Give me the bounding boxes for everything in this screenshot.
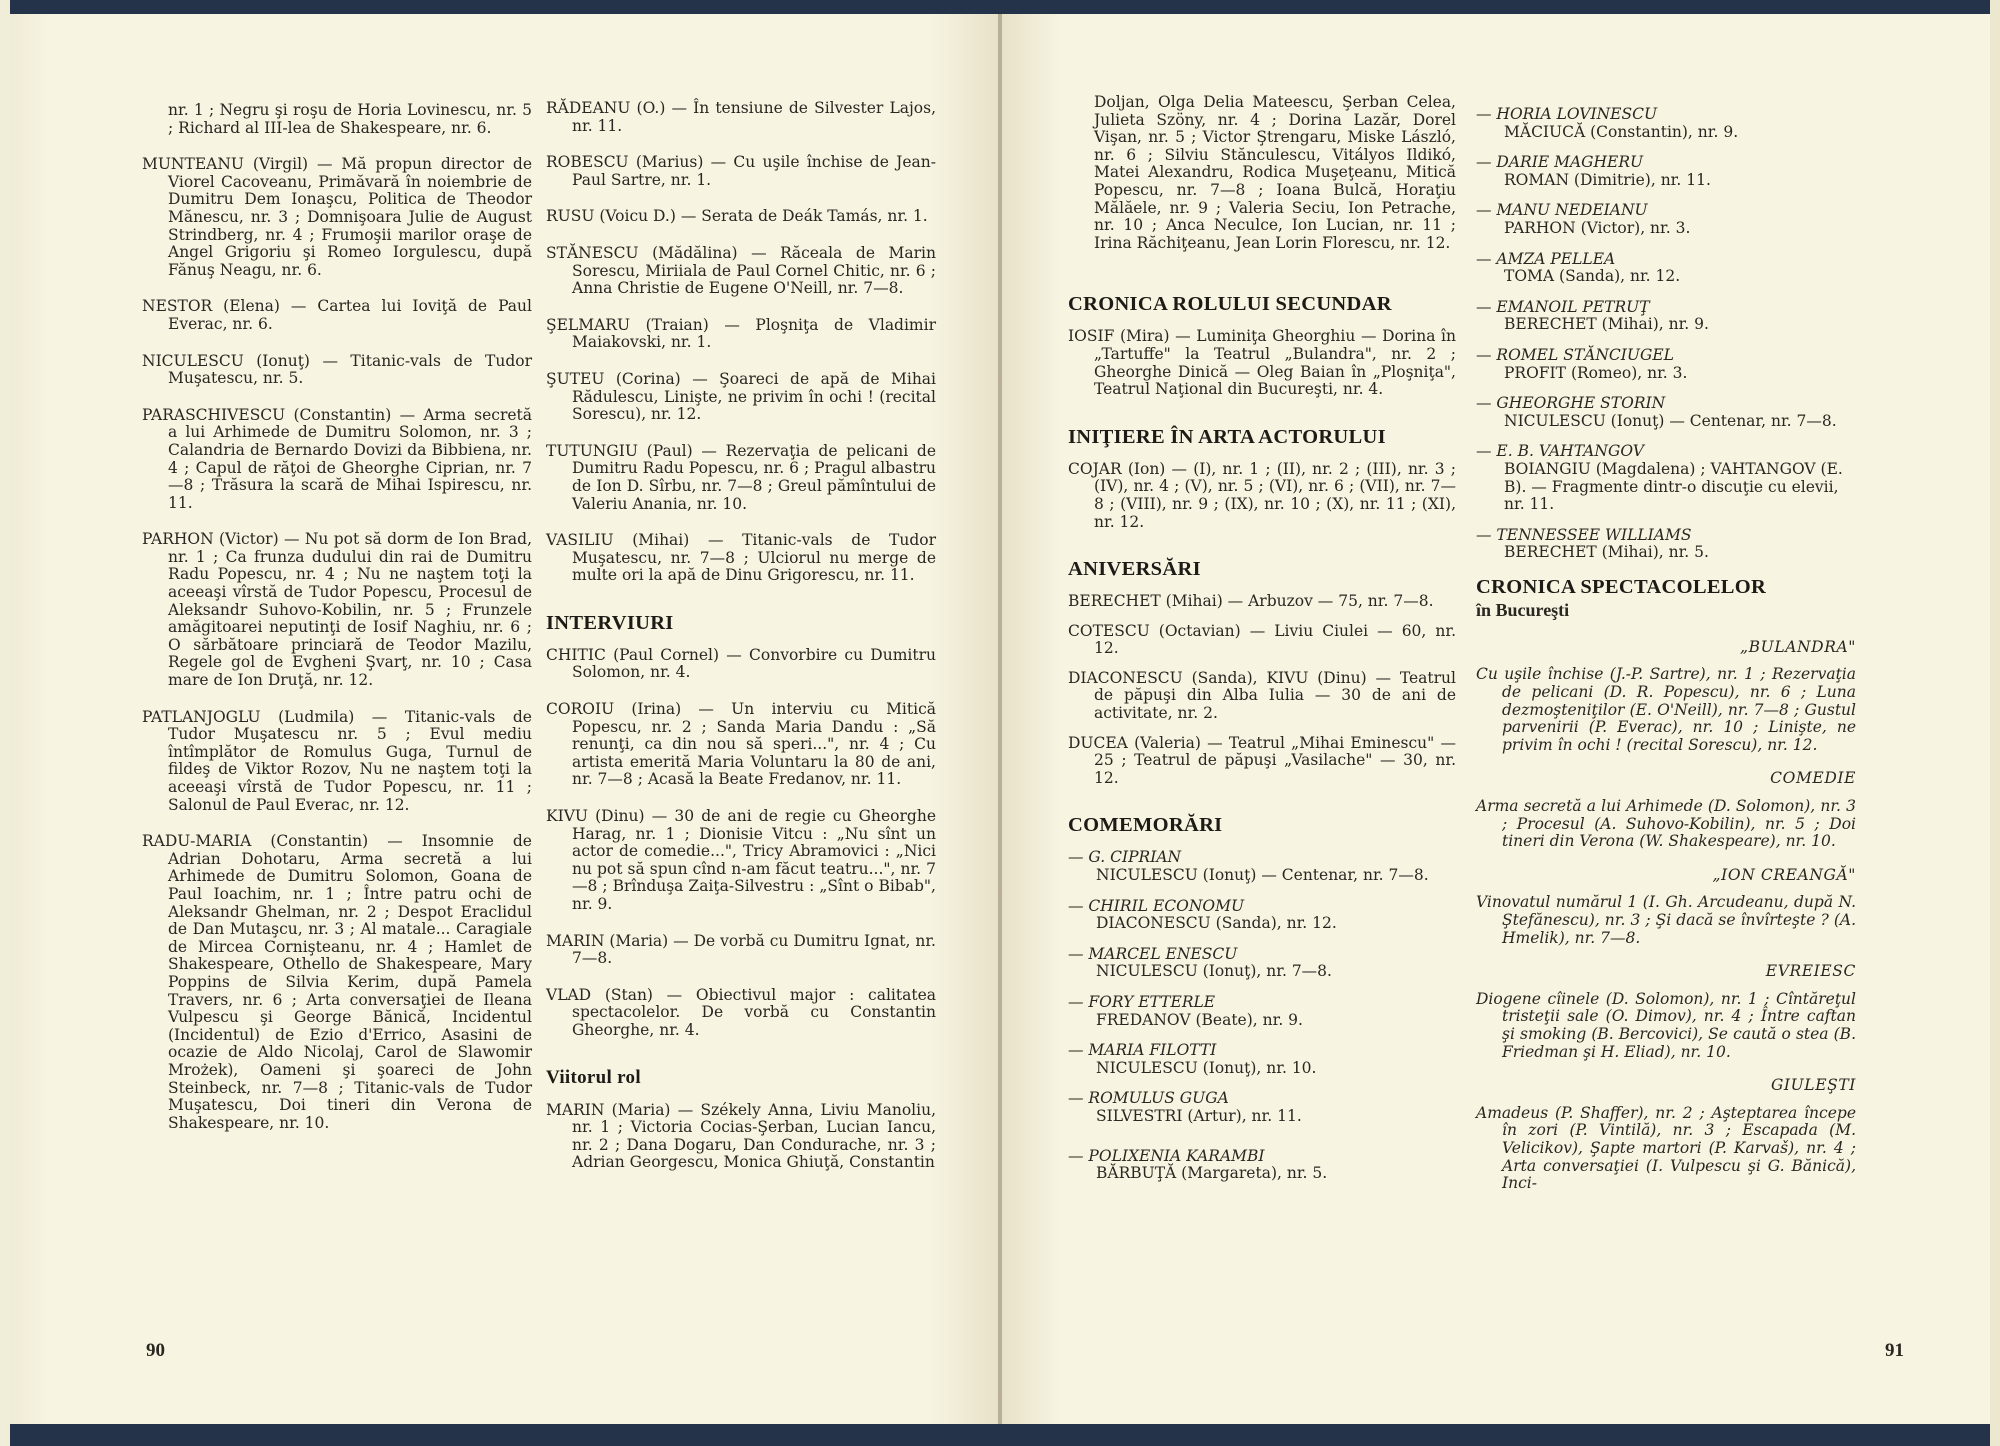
comemorare-desc: SILVESTRI (Artur), nr. 11. (1096, 1106, 1302, 1125)
book-edge-left (0, 0, 10, 1446)
section-heading-aniversari: ANIVERSĂRI (1068, 558, 1201, 581)
list-item: ŞELMARU (Traian) — Ploşniţa de Vladimir Maiakovski, nr. 1. (546, 315, 936, 352)
comemorare-name: — EMANOIL PETRUŢ (1476, 297, 1650, 316)
list-item: Doljan, Olga Delia Mateescu, Şerban Celea, Julieta Szöny, nr. 4 ; Dorina Lazăr, Dorel Vişan, nr. 5 ; Victor Ştrengaru, Miske László, nr. 6 ; Silviu Stănculescu, Vitályos Ildikó, Matei Alexandru, Rodica Muşeţeanu, Mitică Popescu, nr. 7—8 ; Ioana Bulcă, Horaţiu Mălăele, nr. 9 ; Valeria Seciu, Ion Petrache, nr. 10 ; Anca Neculce, Ion Lucian, nr. 11 ; Irina Răchiţeanu, Jean Lorin Florescu, nr. 12. (1094, 93, 1456, 252)
list-item (1068, 946, 1456, 981)
theatre-name: „ION CREANGĂ" (1712, 865, 1856, 884)
section-subheading-bucuresti: în Bucureşti (1476, 599, 1570, 620)
list-item (1068, 1042, 1456, 1077)
comemorare-name: — HORIA LOVINESCU (1476, 105, 1658, 123)
list-item: ROBESCU (Marius) — Cu uşile închise de Jean-Paul Sartre, nr. 1. (546, 153, 936, 189)
comemorare-desc: NICULESCU (Ionuţ), nr. 10. (1096, 1058, 1317, 1077)
comemorare-name: — GHEORGHE STORIN (1476, 394, 1666, 413)
list-item: NESTOR (Elena) — Cartea lui Ioviţă de Paul Everac, nr. 6. (142, 297, 532, 333)
list-item (1476, 527, 1856, 562)
section-heading-initiere: INIŢIERE ÎN ARTA ACTORULUI (1068, 425, 1386, 448)
list-item: VLAD (Stan) — Obiectivul major : calitatea spectacolelor. De vorbă cu Constantin Gheorghe, nr. 4. (546, 985, 936, 1039)
list-item (1068, 1090, 1456, 1125)
list-item (1068, 994, 1456, 1029)
section-heading-cronica-rolului: CRONICA ROLULUI SECUNDAR (1068, 293, 1392, 316)
list-item: Diogene cîinele (D. Solomon), nr. 1 ; Cîntăreţul tristeţii sale (O. Dimov), nr. 4 ; Între caftan şi smoking (B. Bercovici), Se caută o stea (B. Friedman şi H. Eliad), nr. 10. (1476, 989, 1856, 1061)
list-item: PARHON (Victor) — Nu pot să dorm de Ion Brad, nr. 1 ; Ca frunza dudului din rai de Dumitru Radu Popescu, nr. 4 ; Nu ne naştem toţi la aceeaşi vîrstă de Tudor Popescu, Procesul de Aleksandr Suhovo-Kobilin, nr. 5 ; Frunzele amăgitoarei neputinţi de Iosif Naghiu, nr. 6 ; O sărbătoare princiară de Teodor Mazilu, Regele gol de Evgheni Şvarţ, nr. 10 ; Casa mare de Ion Druţă, nr. 12. (142, 530, 532, 690)
list-item (1476, 443, 1856, 513)
list-item: COROIU (Irina) — Un interviu cu Mitică Popescu, nr. 2 ; Sanda Maria Dandu : „Să renunţi, ca din nou să speri...", nr. 4 ; Cu artista emerită Maria Voluntaru la 80 de ani, nr. 7—8 ; Acasă la Beate Fredanov, nr. 11. (546, 700, 936, 789)
list-item: NICULESCU (Ionuţ) — Titanic-vals de Tudor Muşatescu, nr. 5. (142, 351, 532, 388)
comemorare-desc: PARHON (Victor), nr. 3. (1504, 218, 1691, 237)
comemorare-desc: DIACONESCU (Sanda), nr. 12. (1096, 914, 1337, 933)
theatre-name: COMEDIE (1770, 769, 1856, 788)
list-item: RADU-MARIA (Constantin) — Insomnie de Adrian Dohotaru, Arma secretă a lui Arhimede de Dumitru Solomon, Goana de Paul Ioachim, nr. 1 ; Între patru ochi de Aleksandr Ghelman, nr. 2 ; Despot Eraclidul de Dan Mutaşcu, nr. 3 ; Al matale... Caragiale de Mircea Cornişteanu, nr. 4 ; Hamlet de Shakespeare, Othello de Shakespeare, Mary Poppins de Silvia Kerim, după Pamela Travers, nr. 6 ; Arta conversaţiei de Ileana Vulpescu şi George Bănică, Incidentul (Incidentul) de Ezio d'Errico, Asasini de ocazie de Aldo Nicolaj, Carol de Slawomir Mrożek), Oameni şi şoareci de John Steinbeck, nr. 7—8 ; Titanic-vals de Tudor Muşatescu, Doi tineri din Verona de Shakespeare, nr. 10. (142, 832, 532, 1132)
comemorare-name: — ROMULUS GUGA (1068, 1089, 1229, 1108)
comemorare-desc: BERECHET (Mihai), nr. 5. (1504, 543, 1709, 562)
list-item: COTESCU (Octavian) — Liviu Ciulei — 60, nr. 12. (1068, 621, 1456, 658)
list-item: COJAR (Ion) — (I), nr. 1 ; (II), nr. 2 ; (III), nr. 3 ; (IV), nr. 4 ; (V), nr. 5 ; (VI), nr. 6 ; (VII), nr. 7—8 ; (VIII), nr. 9 ; (IX), nr. 10 ; (X), nr. 11 ; (XI), nr. 12. (1068, 459, 1456, 531)
list-item: Cu uşile închise (J.-P. Sartre), nr. 1 ; Rezervaţia de pelicani (D. R. Popescu), nr. 6 ; Luna dezmoşteniţilor (E. O'Neill), nr. 7—8 ; Gustul parvenirii (P. Everac), nr. 10 ; Linişte, ne privim în ochi ! (recital Sorescu), nr. 12. (1476, 665, 1856, 754)
comemorare-desc: MĂCIUCĂ (Constantin), nr. 9. (1504, 122, 1739, 141)
list-item: nr. 1 ; Negru şi roşu de Horia Lovinescu, nr. 5 ; Richard al III-lea de Shakespeare, nr. 6. (168, 101, 532, 137)
list-item: TUTUNGIU (Paul) — Rezervaţia de pelicani de Dumitru Radu Popescu, nr. 6 ; Pragul albastru de Ion D. Sîrbu, nr. 7—8 ; Greul pămîntului de Valeriu Anania, nr. 10. (546, 441, 936, 513)
list-item (1068, 1148, 1456, 1183)
left-page (10, 14, 998, 1424)
right-page (1002, 14, 1992, 1424)
list-item: MUNTEANU (Virgil) — Mă propun director de Viorel Cacoveanu, Primăvară în noiembrie de Dumitru Dem Ionaşcu, Politica de Theodor Mănescu, nr. 3 ; Domnişoara Julie de August Strindberg, nr. 4 ; Frumoşii marilor oraşe de Angel Grigoriu şi Romeo Iorgulescu, după Fănuş Neagu, nr. 6. (142, 155, 532, 279)
list-item: PATLANJOGLU (Ludmila) — Titanic-vals de Tudor Muşatescu nr. 5 ; Evul mediu întîmplător de Romulus Guga, Turnul de fildeş de Viktor Rozov, Nu ne naştem toţi la aceeaşi vîrstă de Tudor Popescu, nr. 11 ; Salonul de Paul Everac, nr. 12. (142, 707, 532, 814)
right-column-1 (1068, 94, 1456, 1196)
theatre-name: „BULANDRA" (1740, 637, 1856, 656)
comemorare-desc: BĂRBUŢĂ (Margareta), nr. 5. (1096, 1164, 1328, 1183)
list-item: STĂNESCU (Mădălina) — Răceala de Marin Sorescu, Miriiala de Paul Cornel Chitic, nr. 6 ; Anna Christie de Eugene O'Neill, nr. 7—8. (546, 243, 936, 298)
list-item: CHITIC (Paul Cornel) — Convorbire cu Dumitru Solomon, nr. 4. (546, 645, 936, 682)
comemorare-desc: BOIANGIU (Magdalena) ; VAHTANGOV (E. B). — Fragmente dintr-o discuţie cu elevii, nr. 11. (1504, 459, 1843, 514)
list-item: IOSIF (Mira) — Luminiţa Gheorghiu — Dorina în „Tartuffe" la Teatrul „Bulandra", nr. 2 ; Gheorghe Dinică — Oleg Baian în „Ploşniţa", Teatrul Naţional din Bucureşti, nr. 4. (1068, 327, 1456, 399)
list-item: ŞUTEU (Corina) — Şoareci de apă de Mihai Rădulescu, Linişte, ne privim în ochi ! (recital Sorescu), nr. 12. (546, 369, 936, 424)
list-item: BERECHET (Mihai) — Arbuzov — 75, nr. 7—8. (1068, 592, 1434, 611)
comemorare-name: — DARIE MAGHERU (1476, 153, 1644, 172)
theatre-name: GIULEŞTI (1770, 1076, 1856, 1095)
comemorare-desc: PROFIT (Romeo), nr. 3. (1504, 363, 1688, 382)
comemorare-name: — ROMEL STĂNCIUGEL (1476, 345, 1674, 364)
list-item: VASILIU (Mihai) — Titanic-vals de Tudor Muşatescu, nr. 7—8 ; Ulciorul nu merge de multe ori la apă de Dinu Grigorescu, nr. 11. (546, 531, 936, 585)
left-column-2 (546, 100, 936, 1191)
comemorare-name: — POLIXENIA KARAMBI (1068, 1146, 1265, 1165)
comemorare-desc: NICULESCU (Ionuţ) — Centenar, nr. 7—8. (1504, 411, 1837, 430)
right-column-2 (1476, 106, 1856, 1209)
book-edge-right (1990, 0, 2000, 1446)
page-number-left: 90 (146, 1340, 165, 1361)
list-item: DUCEA (Valeria) — Teatrul „Mihai Eminescu" — 25 ; Teatrul de păpuşi „Vasilache" — 30, nr. 12. (1068, 733, 1456, 787)
list-item (1068, 849, 1456, 884)
comemorare-name: — MANU NEDEIANU (1476, 201, 1648, 220)
comemorare-desc: BERECHET (Mihai), nr. 9. (1504, 315, 1709, 334)
list-item (1476, 395, 1856, 430)
list-item (1476, 299, 1856, 334)
section-heading-comemorari: COMEMORĂRI (1068, 814, 1223, 837)
comemorare-name: — FORY ETTERLE (1068, 993, 1216, 1011)
list-item: MARIN (Maria) — Székely Anna, Liviu Manoliu, nr. 1 ; Victoria Cocias-Şerban, Lucian Iancu, nr. 2 ; Dana Dogaru, Dan Condurache, nr. 3 ; Adrian Georgescu, Monica Ghiuţă, Constantin (546, 1100, 936, 1172)
list-item: RĂDEANU (O.) — În tensiune de Silvester Lajos, nr. 11. (546, 99, 936, 135)
comemorare-desc: NICULESCU (Ionuţ), nr. 7—8. (1096, 962, 1332, 981)
comemorare-name: — TENNESSEE WILLIAMS (1476, 525, 1692, 544)
list-item: Amadeus (P. Shaffer), nr. 2 ; Aşteptarea începe în zori (P. Vintilă), nr. 3 ; Escapada (M. Velicikov), Şapte martori (P. Karvaš), nr. 4 ; Arta conversaţiei (I. Vulpescu şi G. Bănică), Inci- (1476, 1103, 1856, 1193)
list-item: Vinovatul numărul 1 (I. Gh. Arcudeanu, după N. Ştefănescu), nr. 3 ; Şi dacă se învîrteşte ? (A. Hmelik), nr. 7—8. (1476, 893, 1856, 947)
list-item: KIVU (Dinu) — 30 de ani de regie cu Gheorghe Harag, nr. 1 ; Dionisie Vitcu : „Nu sînt un actor de comedie...", Tricy Abramovici : „Nici nu pot să spun cînd n-am făcut teatru...", nr. 7—8 ; Brînduşa Zaiţa-Silvestru : „Sînt o Bibab", nr. 9. (546, 807, 936, 913)
comemorare-name: — E. B. VAHTANGOV (1476, 442, 1644, 461)
list-item (1476, 106, 1856, 141)
section-heading-interviuri: INTERVIURI (546, 611, 674, 634)
list-item (1476, 251, 1856, 286)
comemorare-name: — AMZA PELLEA (1476, 249, 1616, 268)
list-item: DIACONESCU (Sanda), KIVU (Dinu) — Teatrul de păpuşi din Alba Iulia — 30 de ani de activitate, nr. 2. (1068, 668, 1456, 723)
section-heading-cronica-spectacolelor: CRONICA SPECTACOLELOR (1476, 575, 1767, 598)
comemorare-name: — G. CIPRIAN (1068, 848, 1182, 867)
list-item: RUSU (Voicu D.) — Serata de Deák Tamás, nr. 1. (546, 207, 928, 226)
theatre-name: EVREIESC (1765, 962, 1856, 981)
page-number-right: 91 (1885, 1340, 1904, 1361)
list-item (1476, 202, 1856, 237)
comemorare-name: — MARCEL ENESCU (1068, 944, 1238, 963)
list-item: MARIN (Maria) — De vorbă cu Dumitru Ignat, nr. 7—8. (546, 931, 936, 968)
comemorare-desc: FREDANOV (Beate), nr. 9. (1096, 1010, 1303, 1029)
section-heading-viitorul-rol: Viitorul rol (546, 1066, 641, 1088)
list-item: Arma secretă a lui Arhimede (D. Solomon), nr. 3 ; Procesul (A. Suhovo-Kobilin), nr. 5 ; Doi tineri din Verona (W. Shakespeare), nr. 10. (1476, 797, 1856, 851)
list-item: PARASCHIVESCU (Constantin) — Arma secretă a lui Arhimede de Dumitru Solomon, nr. 3 ; Calandria de Bernardo Dovizi da Bibbiena, nr. 4 ; Capul de răţoi de Gheorghe Ciprian, nr. 7—8 ; Trăsura la scară de Mihai Ispirescu, nr. 11. (142, 405, 532, 512)
comemorare-name: — CHIRIL ECONOMU (1068, 896, 1245, 915)
comemorare-name: — MARIA FILOTTI (1068, 1041, 1217, 1060)
comemorare-desc: ROMAN (Dimitrie), nr. 11. (1504, 170, 1711, 189)
comemorare-desc: NICULESCU (Ionuţ) — Centenar, nr. 7—8. (1096, 866, 1429, 885)
left-column-1 (142, 102, 532, 1151)
comemorare-desc: TOMA (Sanda), nr. 12. (1504, 267, 1681, 286)
list-item (1068, 898, 1456, 933)
list-item (1476, 347, 1856, 382)
list-item (1476, 154, 1856, 189)
